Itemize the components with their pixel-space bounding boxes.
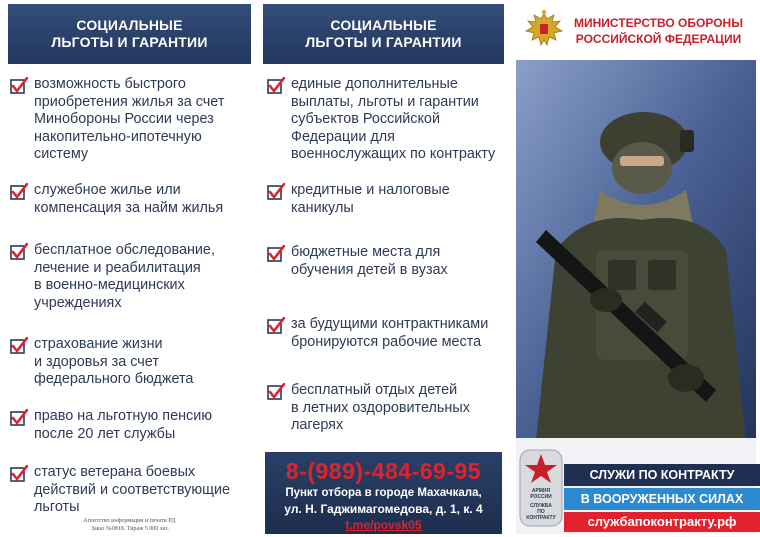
checkbox-checked-icon <box>10 243 28 261</box>
list-item: бесплатное обследование, лечение и реабилитация в военно-медицинских учреждениях <box>10 242 253 312</box>
checkbox-checked-icon <box>267 383 285 401</box>
list-item: единые дополнительные выплаты, льготы и гарантии субъектов Российской Федерации для военнослужащих по контракту <box>267 76 508 164</box>
badge-text: АРМИЯ РОССИИ СЛУЖБА ПО КОНТРАКТУ <box>526 488 556 521</box>
checkbox-checked-icon <box>10 337 28 355</box>
list-item: право на льготную пенсию после 20 лет службы <box>10 408 253 443</box>
checkbox-checked-icon <box>10 465 28 483</box>
ministry-header <box>516 3 756 59</box>
address-line-1: Пункт отбора в городе Махачкала, <box>285 487 482 499</box>
website-link[interactable]: службапоконтракту.рф <box>564 512 760 532</box>
checkbox-checked-icon <box>267 77 285 95</box>
slogan-armed-forces: В ВООРУЖЕННЫХ СИЛАХ <box>564 488 760 510</box>
list-item: возможность быстрого приобретения жилья за счет Минобороны России через накопительно-ипотечную систему <box>10 76 253 164</box>
double-headed-eagle-emblem-icon <box>520 7 568 55</box>
soldier-illustration <box>516 60 756 440</box>
address-line-2: ул. Н. Гаджимагомедова, д. 1, к. 4 <box>284 502 483 516</box>
middle-panel <box>257 0 510 537</box>
left-panel-header: СОЦИАЛЬНЫЕ ЛЬГОТЫ И ГАРАНТИИ <box>8 4 251 64</box>
checkbox-checked-icon <box>10 409 28 427</box>
list-item: страхование жизни и здоровья за счет федерального бюджета <box>10 336 253 389</box>
slogan-serve-contract: СЛУЖИ ПО КОНТРАКТУ <box>564 464 760 486</box>
checkbox-checked-icon <box>267 245 285 263</box>
telegram-link[interactable]: t.me/povsk05 <box>345 518 422 532</box>
ministry-title: МИНИСТЕРСТВО ОБОРОНЫ РОССИЙСКОЙ ФЕДЕРАЦИИ <box>574 16 743 46</box>
checkbox-checked-icon <box>10 183 28 201</box>
contact-box <box>265 452 502 534</box>
list-item: служебное жилье или компенсация за найм жилья <box>10 182 253 217</box>
list-item: кредитные и налоговые каникулы <box>267 182 508 217</box>
middle-panel-header: СОЦИАЛЬНЫЕ ЛЬГОТЫ И ГАРАНТИИ <box>263 4 504 64</box>
print-info: Агентство информации и печати РД. Заказ №0818. Тираж 5 000 экз. <box>83 518 177 532</box>
checkbox-checked-icon <box>10 77 28 95</box>
checkbox-checked-icon <box>267 183 285 201</box>
list-item: бесплатный отдых детей в летних оздоровительных лагерях <box>267 382 508 435</box>
list-item: бюджетные места для обучения детей в вузах <box>267 244 508 279</box>
right-panel <box>512 0 760 537</box>
left-panel <box>0 0 255 537</box>
list-item: за будущими контрактниками бронируются рабочие места <box>267 316 508 351</box>
checkbox-checked-icon <box>267 317 285 335</box>
phone-number[interactable]: 8-(989)-484-69-95 <box>285 458 482 484</box>
list-item: статус ветерана боевых действий и соответствующие льготы <box>10 464 253 517</box>
